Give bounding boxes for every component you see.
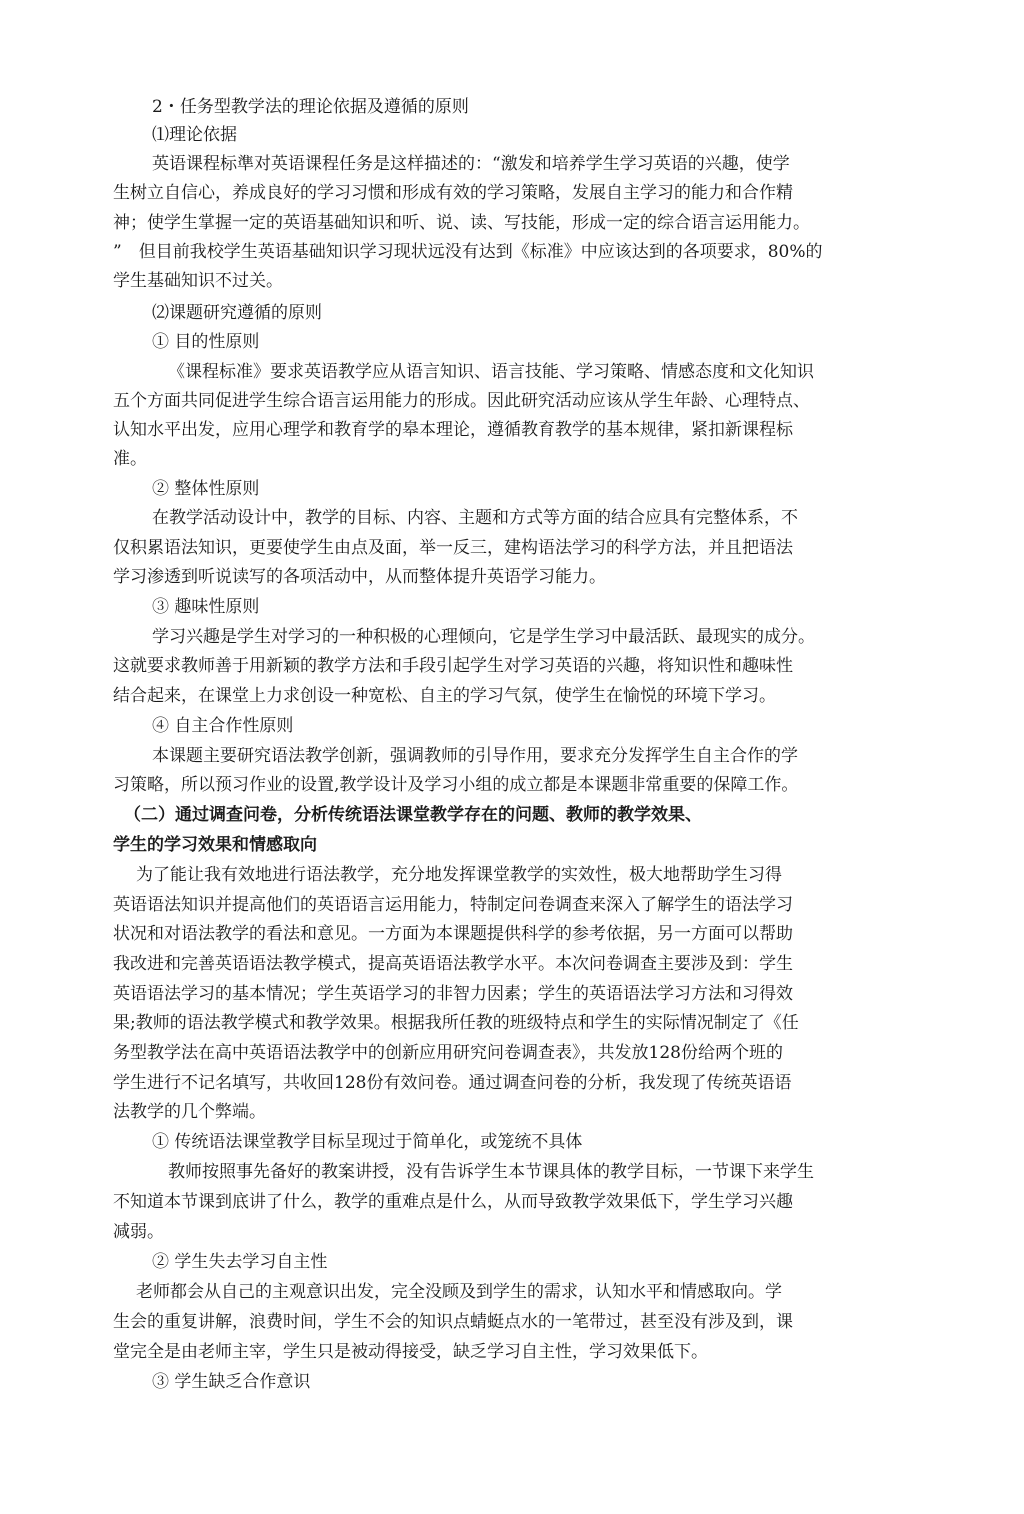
text-line: 堂完全是由老师主宰，学生只是被动得接受，缺乏学习自主性，学习效果低下。: [113, 1342, 708, 1362]
text-line: 生会的重复讲解，浪费时间，学生不会的知识点蜻蜓点水的一笔带过，甚至没有涉及到，课: [113, 1312, 793, 1332]
text-line: 我改进和完善英语语法教学模式，提高英语语法教学水平。本次问卷调查主要涉及到：学生: [113, 954, 793, 974]
text-line: 英语语法学习的基本情况；学生英语学习的非智力因素；学生的英语语法学习方法和习得效: [113, 984, 793, 1004]
text-line: 结合起来，在课堂上力求创设一种宽松、自主的学习气氛，使学生在愉悦的环境下学习。: [113, 686, 776, 706]
text-line: 本课题主要研究语法教学创新，强调教师的引导作用，要求充分发挥学生自主合作的学: [152, 746, 798, 766]
text-line: 状况和对语法教学的看法和意见。一方面为本课题提供科学的参考依据，另一方面可以帮助: [113, 924, 793, 944]
text-line: 神；使学生掌握一定的英语基础知识和听、说、读、写技能，形成一定的综合语言运用能力。: [113, 213, 810, 233]
text-line: 学习渗透到听说读写的各项活动中，从而整体提升英语学习能力。: [113, 567, 606, 587]
text-line: 学生进行不记名填写，共收回128份有效问卷。通过调查问卷的分析，我发现了传统英语语: [113, 1073, 792, 1093]
text-line: 2・任务型教学法的理论依据及遵循的原则: [152, 97, 469, 117]
text-line: 法教学的几个弊端。: [113, 1102, 266, 1122]
text-line: ⑴理论依据: [152, 125, 237, 145]
text-line: 这就要求教师善于用新颖的教学方法和手段引起学生对学习英语的兴趣，将知识性和趣味性: [113, 656, 793, 676]
text-line: 《课程标准》要求英语教学应从语言知识、语言技能、学习策略、情感态度和文化知识: [168, 362, 814, 382]
text-line: ③ 学生缺乏合作意识: [152, 1372, 311, 1392]
text-line: 准。: [113, 449, 147, 469]
text-line: 习策略，所以预习作业的设置,教学设计及学习小组的成立都是本课题非常重要的保障工作。: [113, 775, 799, 795]
text-line: ④ 自主合作性原则: [152, 716, 294, 736]
text-line: 务型教学法在高中英语语法教学中的创新应用研究问卷调查表》，共发放128份给两个班的: [113, 1043, 783, 1063]
text-line: 果;教师的语法教学模式和教学效果。根据我所任教的班级特点和学生的实际情况制定了《任: [113, 1013, 799, 1033]
text-line: 学生基础知识不过关。: [113, 271, 283, 291]
text-line: ③ 趣味性原则: [152, 597, 260, 617]
text-line: ② 整体性原则: [152, 479, 260, 499]
text-line: ① 传统语法课堂教学目标呈现过于简单化，或笼统不具体: [152, 1132, 583, 1152]
text-line: 不知道本节课到底讲了什么，教学的重难点是什么，从而导致教学效果低下，学生学习兴趣: [113, 1192, 793, 1212]
text-line: ② 学生失去学习自主性: [152, 1252, 328, 1272]
text-line: 减弱。: [113, 1222, 164, 1242]
text-line: 学习兴趣是学生对学习的一种积极的心理倾向，它是学生学习中最活跃、最现实的成分。: [152, 627, 815, 647]
text-line: 仅积累语法知识，更要使学生由点及面，举一反三，建构语法学习的科学方法，并且把语法: [113, 538, 793, 558]
text-line: 老师都会从自己的主观意识出发，完全没顾及到学生的需求，认知水平和情感取向。学: [136, 1282, 782, 1302]
text-line: 英语课程标準对英语课程任务是这样描述的：“激发和培养学生学习英语的兴趣，使学: [152, 154, 790, 174]
text-line: 为了能让我有效地进行语法教学，充分地发挥课堂教学的实效性，极大地帮助学生习得: [136, 865, 782, 885]
text-line: ” 但目前我校学生英语基础知识学习现状远没有达到《标准》中应该达到的各项要求，80%的: [113, 242, 823, 262]
section-heading-line: 学生的学习效果和情感取向: [113, 835, 317, 855]
section-heading-line: （二）通过调查问卷，分析传统语法课堂教学存在的问题、教师的教学效果、: [124, 805, 702, 825]
text-line: 英语语法知识并提高他们的英语语言运用能力，特制定问卷调查来深入了解学生的语法学习: [113, 895, 793, 915]
text-line: 生树立自信心，养成良好的学习习惯和形成有效的学习策略，发展自主学习的能力和合作精: [113, 183, 793, 203]
text-line: 教师按照事先备好的教案讲授，没有告诉学生本节课具体的教学目标，一节课下来学生: [168, 1162, 814, 1182]
text-line: 五个方面共同促进学生综合语言运用能力的形成。因此研究活动应该从学生年龄、心理特点、: [113, 391, 810, 411]
text-line: ① 目的性原则: [152, 332, 260, 352]
text-line: ⑵课题研究遵循的原则: [152, 303, 322, 323]
text-line: 认知水平出发，应用心理学和教育学的皋本理论，遵循教育教学的基本规律，紧扣新课程标: [113, 420, 793, 440]
text-line: 在教学活动设计中，教学的目标、内容、主题和方式等方面的结合应具有完整体系，不: [152, 508, 798, 528]
